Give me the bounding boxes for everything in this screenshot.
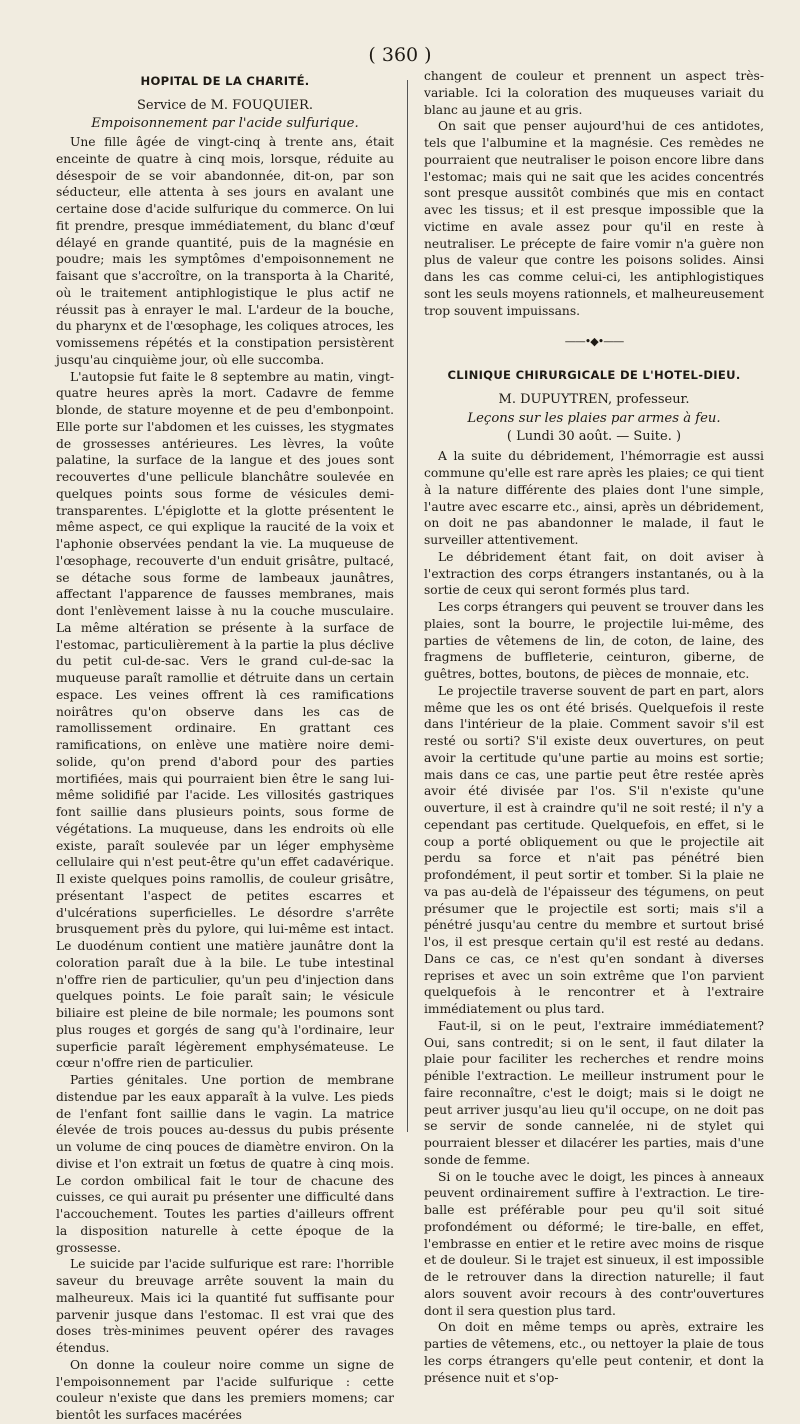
article-subtitle-lessons: Leçons sur les plaies par armes à feu. (467, 411, 721, 427)
paragraph: Une fille âgée de vingt-cinq à trente ans, était enceinte de quatre à cinq mois, lorsque, réduite au désespoir de se voir abandonnée, dit-on, par son séducteur, elle attenta à ses jours en avalant une certaine dose d'acide sulfurique du commerce. On lui fit prendre, presque immédiatement, du blanc d'œuf délayé en grande quantité, puis de la magnésie en poudre; mais les symptômes d'empoisonnement ne faisant que s'accroître, on la transporta à la Charité, où le traitement antiphlogistique le plus actif ne réussit pas à enrayer le mal. L'ardeur de la bouche, du pharynx et de l'œsophage, les coliques atroces, les vomissemens répétés et la constipation persistèrent jusqu'au cinquième jour, où elle succomba. (56, 135, 394, 367)
paragraph: Parties génitales. Une portion de membrane distendue par les eaux apparaît à la vulve. Les pieds de l'enfant font saillie dans le vagin. La matrice élevée de trois pouces au-dessus du pubis présente un volume de cinq pouces de diamètre environ. On la divise et l'on extrait un fœtus de quatre à cinq mois. Le cordon ombilical fait le tour de chacune des cuisses, ce qui aurait pu présenter une difficulté dans l'accouchement. Toutes les parties d'ailleurs offrent la disposition naturelle à cette époque de la grossesse. (56, 1073, 394, 1255)
paragraph: Le débridement étant fait, on doit aviser à l'extraction des corps étrangers instantanés, ou à la sortie de ceux qui seront formés plus tard. (424, 549, 764, 598)
service-line: Service de M. FOUQUIER. (137, 98, 313, 113)
paragraph: Faut-il, si on le peut, l'extraire immédiatement? Oui, sans contredit; si on le sent, il faut dilater la plaie pour faciliter les recherches et rendre moins pénible l'extraction. Le meilleur instrument pour le faire reconnaître, c'est le doigt; mais si le doigt ne peut arriver jusqu'au lieu qu'il occupe, on ne doit pas se servir de sonde cannelée, ni de stylet qui pourraient blesser et dilacérer les parties, mais d'une sonde de femme. (424, 1018, 764, 1167)
paragraph: On doit en même temps ou après, extraire les parties de vêtemens, etc., ou nettoyer la plaie de tous les corps étrangers qu'elle peut contenir, et dont la présence nuit et s'op- (424, 1320, 764, 1385)
paragraph: Si on le touche avec le doigt, les pinces à anneaux peuvent ordinairement suffire à l'extraction. Le tire-balle est préférable pour peu qu'il soit situé profondément ou déformé; le tire-balle, en effet, l'embrasse en entier et le retire avec moins de risque et de douleur. Si le trajet est sinueux, il est impossible de le retrouver dans la direction naturelle; il faut alors souvent avoir recours à des contr'ouvertures dont il sera question plus tard. (424, 1169, 764, 1318)
page-number: ( 360 ) (368, 44, 432, 66)
left-column (56, 68, 394, 1424)
right-column (424, 68, 764, 1386)
paragraph: Les corps étrangers qui peuvent se trouver dans les plaies, sont la bourre, le projectile lui-même, des parties de vêtemens de lin, de coton, de laine, des fragmens de buffleterie, ceinturon, giberne, de guêtres, bottes, boutons, de pièces de monnaie, etc. (424, 600, 764, 681)
paragraph: A la suite du débridement, l'hémorragie est aussi commune qu'elle est rare après les plaies; ce qui tient à la nature différente des plaies dont l'une simple, l'autre avec escarre etc., ainsi, après un débridement, on doit ne pas abandonner le malade, il faut le surveiller attentivement. (424, 449, 764, 547)
paragraph: Le suicide par l'acide sulfurique est rare: l'horrible saveur du breuvage arrête souvent la main du malheureux. Mais ici la quantité fut suffisante pour parvenir jusque dans l'estomac. Il est vrai que des doses très-minimes peuvent opérer des ravages étendus. (56, 1257, 394, 1355)
paragraph: L'autopsie fut faite le 8 septembre au matin, vingt-quatre heures après la mort. Cadavre de femme blonde, de stature moyenne et de peu d'embonpoint. Elle porte sur l'abdomen et les cuisses, les stygmates de grossesses antérieures. Les lèvres, la voûte palatine, la surface de la langue et des joues sont recouvertes d'une pellicule blanchâtre soulevée en quelques points sous forme de vésicules demi-transparentes. L'épiglotte et la glotte présentent le même aspect, ce qui explique la raucité de la voix et l'aphonie observées pendant la vie. La muqueuse de l'œsophage, recouverte d'un enduit grisâtre, pultacé, se détache sous forme de lambeaux jaunâtres, affectant l'apparence de fausses membranes, mais dont l'enlèvement laisse à nu la couche musculaire. La même altération se présente à la surface de l'estomac, particulièrement à la partie la plus déclive du petit cul-de-sac. Vers le grand cul-de-sac la muqueuse paraît ramollie et détruite dans un certain espace. Les veines offrent là ces ramifications noirâtres qu'on observe dans les cas de ramollissement ordinaire. En grattant ces ramifications, on enlève une matière noire demi-solide, qu'on prend d'abord pour des parties mortifiées, mais qui pourraient bien être le sang lui-même solidifié par l'acide. Les villosités gastriques font saillie dans plusieurs points, sous forme de végétations. La muqueuse, dans les endroits où elle existe, paraît soulevée par un léger emphysème cellulaire qui n'est peut-être qu'un effet cadavérique. Il existe quelques poins ramollis, de couleur grisâtre, présentant l'aspect de petites escarres et d'ulcérations superficielles. Le désordre s'arrête brusquement près du pylore, qui lui-même est intact. Le duodénum contient une matière jaunâtre dont la coloration paraît due à la bile. Le tube intestinal n'offre rien de particulier, qu'un peu d'injection dans quelques points. Le foie paraît sain; le vésicule biliaire est pleine de bile normale; les poumons sont plus rouges et gorgés de sang qu'à l'ordinaire, leur superficie paraît légèrement emphysémateuse. Le cœur n'offre rien de particulier. (56, 369, 394, 1071)
paragraph: Le projectile traverse souvent de part en part, alors même que les os ont été brisés. Quelquefois il reste dans l'intérieur de la plaie. Comment savoir s'il est resté ou sorti? S'il existe deux ouvertures, on peut avoir la certitude qu'une partie au moins est sortie; mais dans ce cas, une partie peut être restée après avoir été divisée par l'os. S'il n'existe qu'une ouverture, il est à craindre qu'il ne soit resté; il n'y a cependant pas certitude. Quelquefois, en effet, si le coup a porté obliquement ou que le projectile ait perdu sa force et n'ait pas pénétré bien profondément, il peut sortir et tomber. Si la plaie ne va pas au-delà de l'épaisseur des tégumens, on peut présumer que le projectile est sorti; mais s'il a pénétré jusqu'au centre du membre et surtout brisé l'os, il est presque certain qu'il est resté au dedans. Dans ce cas, ce n'est qu'en sondant à diverses reprises et avec un soin extrême que l'on parvient quelquefois à le rencontrer et à l'extraire immédiatement ou plus tard. (424, 683, 764, 1016)
column-rule (407, 80, 408, 1132)
continuation-paragraph: changent de couleur et prennent un aspect très-variable. Ici la coloration des muqueuses variait du blanc au jaune et au gris. (424, 69, 764, 117)
section-separator: ——•◆•—— (564, 335, 624, 349)
paragraph: On donne la couleur noire comme un signe de l'empoisonnement par l'acide sulfurique : cette couleur n'existe que dans les premiers momens; car bientôt les surfaces macérées (56, 1357, 394, 1422)
article-heading-hotel-dieu: CLINIQUE CHIRURGICALE DE L'HOTEL-DIEU. (447, 368, 741, 383)
date-line: ( Lundi 30 août. — Suite. ) (506, 429, 682, 445)
paragraph: On sait que penser aujourd'hui de ces antidotes, tels que l'albumine et la magnésie. Ces remèdes ne pourraient que neutraliser le poison encore libre dans l'estomac; mais qui ne sait que les acides concentrés sont presque aussitôt combinés que mis en contact avec les tissus; et il est presque impossible que la victime en avale assez pour qu'il en reste à neutraliser. Le précepte de faire vomir n'a guère non plus de valeur que contre les poisons solides. Ainsi dans les cas comme celui-ci, les antiphlogistiques sont les seuls moyens rationnels, et malheureusement trop souvent impuissans. (424, 119, 764, 318)
professor-line: M. DUPUYTREN, professeur. (498, 392, 690, 408)
article-heading-charite: HOPITAL DE LA CHARITÉ. (140, 74, 310, 88)
article-subtitle-poisoning: Empoisonnement par l'acide sulfurique. (91, 116, 359, 131)
